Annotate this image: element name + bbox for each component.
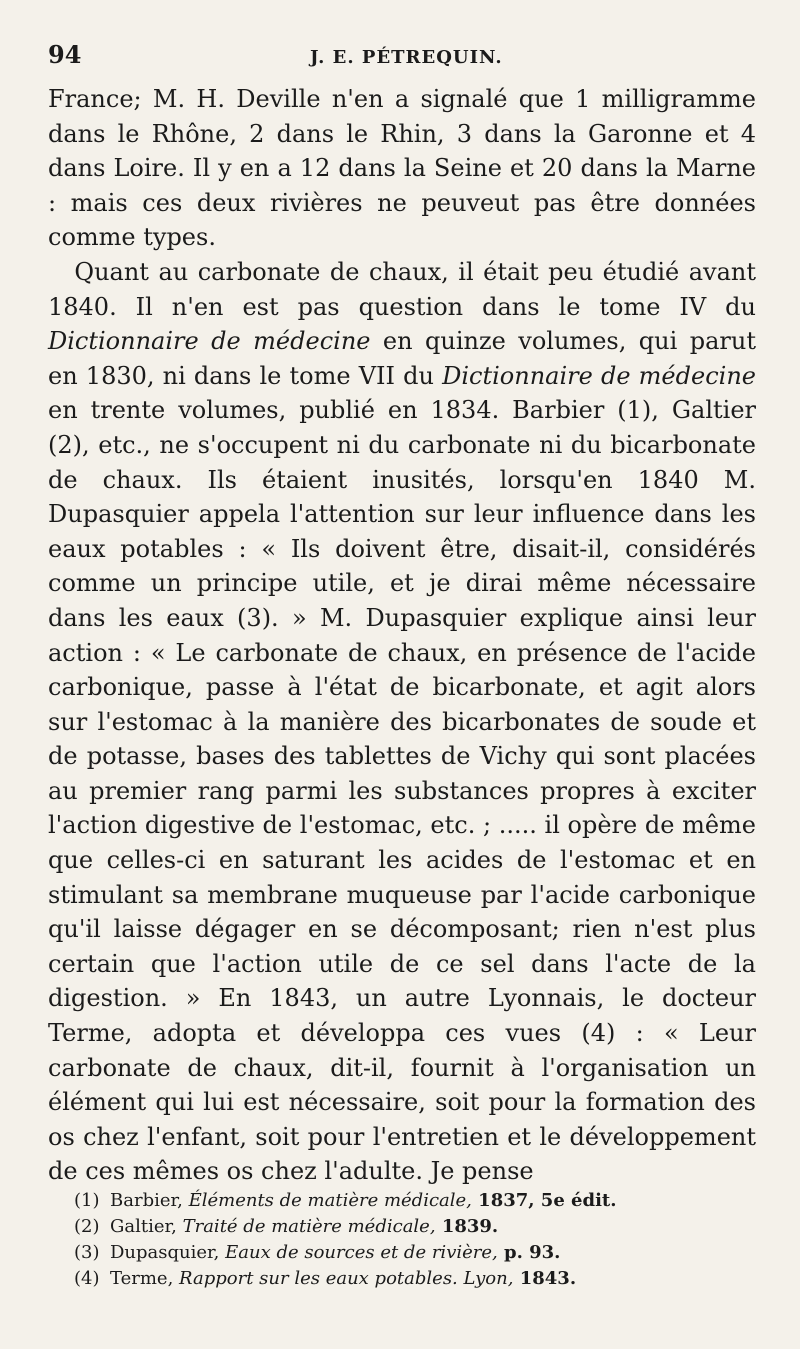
footnote-title: Eaux de sources et de rivière, bbox=[225, 1242, 498, 1263]
text-run: en trente volumes, publié en 1834. Barbier (1), Galtier (2), etc., ne s'occupent ni du carbonate ni du bicarbonate de chaux. Ils étaient inusités, lorsqu'en 1840 M. Dupasquier appela l'attention sur leur influence dans les eaux potables : « Ils doivent être, disait-il, considérés comme un principe utile, et je dirai même nécessaire dans les eaux (3). » M. Dupasquier explique ainsi leur action : « Le carbonate de chaux, en présence de l'acide carbonique, passe à l'état de bicarbonate, et agit alors sur l'estomac à la manière des bicarbonates de soude et de potasse, bases des tablettes de Vichy qui sont placées au premier rang parmi les substances propres à exciter l'action digestive de l'estomac, etc. ; ..... il opère de même que celles-ci en saturant les acides de l'estomac et en stimulant sa membrane muqueuse par l'acide carbonique qu'il laisse dégager en se décomposant; rien n'est plus certain que l'action utile de ce sel dans l'acte de la digestion. » En 1843, un autre Lyonnais, le docteur Terme, adopta et développa ces vues (4) : « Leur carbonate de chaux, dit-il, fournit à l'organisation un élément qui lui est nécessaire, soit pour la formation des os chez l'enfant, soit pour l'entretien et le développement de ces mêmes os chez l'adulte. Je pense bbox=[48, 396, 756, 1186]
footnote-number: (3) bbox=[74, 1242, 100, 1263]
footnote-title: Éléments de matière médicale, bbox=[188, 1190, 472, 1211]
page-header bbox=[48, 40, 756, 82]
text-run: Quant au carbonate de chaux, il était peu étudié avant 1840. Il n'en est pas question dans le tome IV du bbox=[48, 257, 756, 321]
footnote-title: Rapport sur les eaux potables. Lyon, bbox=[179, 1268, 514, 1289]
footnote-author: Dupasquier, bbox=[110, 1242, 220, 1263]
body-text bbox=[48, 82, 756, 1189]
paragraph-2 bbox=[48, 255, 756, 1189]
text-run: France; M. H. Deville n'en a signalé que 1 milligramme dans le Rhône, 2 dans le Rhin, 3 dans la Garonne et 4 dans Loire. Il y en a 12 dans la Seine et 20 dans la Marne : mais ces deux rivières ne peuveut pas être données comme types. bbox=[48, 85, 756, 252]
footnote-author: Barbier, bbox=[110, 1190, 183, 1211]
running-head: J. E. PÉTREQUIN. bbox=[310, 47, 503, 68]
footnote-author: Galtier, bbox=[110, 1216, 177, 1237]
footnote-3 bbox=[74, 1240, 754, 1266]
footnote-rest: 1843. bbox=[513, 1268, 577, 1289]
page-number: 94 bbox=[48, 40, 82, 69]
paragraph-1 bbox=[48, 82, 756, 255]
footnote-number: (4) bbox=[74, 1268, 100, 1289]
footnote-author: Terme, bbox=[110, 1268, 174, 1289]
footnote-number: (2) bbox=[74, 1216, 100, 1237]
book-title-italic: Dictionnaire de médecine bbox=[48, 327, 371, 356]
footnote-number: (1) bbox=[74, 1190, 100, 1211]
footnote-2 bbox=[74, 1214, 754, 1240]
footnotes bbox=[74, 1188, 754, 1292]
footnote-1 bbox=[74, 1188, 754, 1214]
footnote-title: Traité de matière médicale, bbox=[182, 1216, 436, 1237]
footnote-4 bbox=[74, 1266, 754, 1292]
book-title-italic: Dictionnaire de médecine bbox=[442, 361, 756, 390]
text-run: en quinze volumes, qui parut en 1830, ni dans le tome VII du bbox=[48, 327, 756, 390]
footnote-rest: 1839. bbox=[435, 1216, 499, 1237]
footnote-rest: p. 93. bbox=[497, 1242, 561, 1263]
footnote-rest: 1837, 5e édit. bbox=[471, 1190, 617, 1211]
